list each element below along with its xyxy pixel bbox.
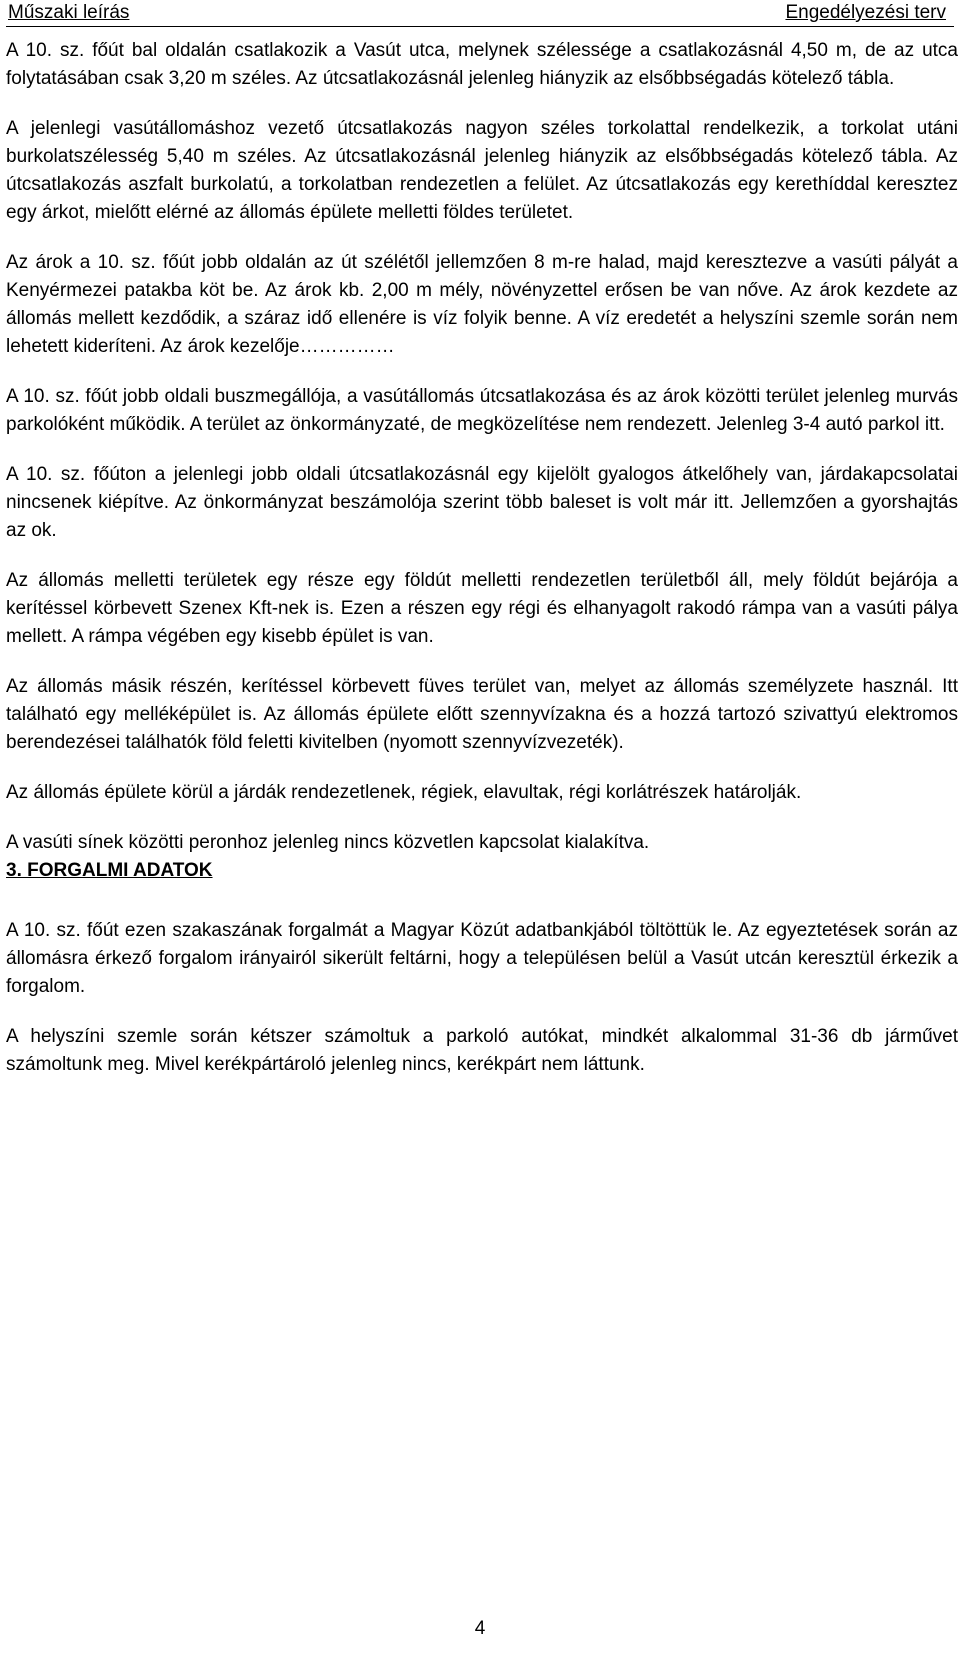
paragraph-allomas-utcsatlakozas: A jelenlegi vasútállomáshoz vezető útcsatlakozás nagyon széles torkolattal rendelkezik, a torkolat utáni burkolatszélesség 5,40 m széles. Az útcsatlakozásnál jelenleg hiányzik az elsőbbségadás kötelező tábla. Az útcsatlakozás aszfalt burkolatú, a torkolatban rendezetlen a felület. Az útcsatlakozás egy kerethíddal keresztez egy árkot, mielőtt elérné az állomás épülete melletti földes területet. <box>6 118 958 223</box>
paragraph-jardak: Az állomás épülete körül a járdák rendezetlenek, régiek, elavultak, régi korlátrészek határolják. <box>6 782 802 803</box>
page-body <box>6 37 958 1079</box>
page-header <box>6 0 954 27</box>
paragraph-allomas-melletti-terulet: Az állomás melletti területek egy része egy földút melletti rendezetlen területből áll, mely földút bejárója a kerítéssel körbevett Szenex Kft-nek is. Ezen a részen egy régi és elhanyagolt rakodó rámpa van a vasúti pálya mellett. A rámpa végében egy kisebb épület is van. <box>6 570 958 647</box>
paragraph-parkolo-szamlalas: A helyszíni szemle során kétszer számoltuk a parkoló autókat, mindkét alkalommal 31-36 db járművet számoltunk meg. Mivel kerékpártároló jelenleg nincs, kerékpárt nem láttunk. <box>6 1026 958 1075</box>
paragraph-forgalom: A 10. sz. főút ezen szakaszának forgalmát a Magyar Közút adatbankjából töltöttük le. Az egyeztetések során az állomásra érkező forgalom irányairól sikerült feltárni, hogy a településen belül a Vasút utcán keresztül érkezik a forgalom. <box>6 920 958 997</box>
paragraph-arok: Az árok a 10. sz. főút jobb oldalán az út szélétől jellemzően 8 m-re halad, majd keresztezve a vasúti pályát a Kenyérmezei patakba köt be. Az árok kb. 2,00 m mély, növényzettel erősen be van nőve. Az árok kezdete az állomás mellett kezdődik, a száraz idő ellenére is víz folyik benne. A víz eredetét a helyszíni szemle során nem lehetett kideríteni. Az árok kezelője…………… <box>6 252 958 357</box>
page-number: 4 <box>474 1618 486 1639</box>
paragraph-gyalogos-atkelo: A 10. sz. főúton a jelenlegi jobb oldali útcsatlakozásnál egy kijelölt gyalogos átkelőhely van, járdakapcsolatai nincsenek kiépítve. Az önkormányzat beszámolója szerint több baleset is volt már itt. Jellemzően a gyorshajtás az ok. <box>6 464 958 541</box>
section-heading: 3. FORGALMI ADATOK <box>6 860 213 881</box>
paragraph-vasut-utca: A 10. sz. főút bal oldalán csatlakozik a Vasút utca, melynek szélessége a csatlakozásnál 4,50 m, de az utca folytatásában csak 3,20 m széles. Az útcsatlakozásnál jelenleg hiányzik az elsőbbségadás kötelező tábla. <box>6 40 958 89</box>
paragraph-parkolo: A 10. sz. főút jobb oldali buszmegállója, a vasútállomás útcsatlakozása és az árok közötti terület jelenleg murvás parkolóként működik. A terület az önkormányzaté, de megközelítése nem rendezett. Jelenleg 3-4 autó parkol itt. <box>6 386 958 435</box>
paragraph-peron: A vasúti sínek közötti peronhoz jelenleg nincs közvetlen kapcsolat kialakítva. <box>6 832 650 853</box>
header-document-title: Műszaki leírás <box>8 2 130 23</box>
paragraph-allomas-masik-resz: Az állomás másik részén, kerítéssel körbevett füves terület van, melyet az állomás személyzete használ. Itt található egy melléképület is. Az állomás épülete előtt szennyvízakna és a hozzá tartozó szivattyú elektromos berendezései találhatók föld feletti kivitelben (nyomott szennyvízvezeték). <box>6 676 958 753</box>
header-plan-type: Engedélyezési terv <box>785 2 946 23</box>
